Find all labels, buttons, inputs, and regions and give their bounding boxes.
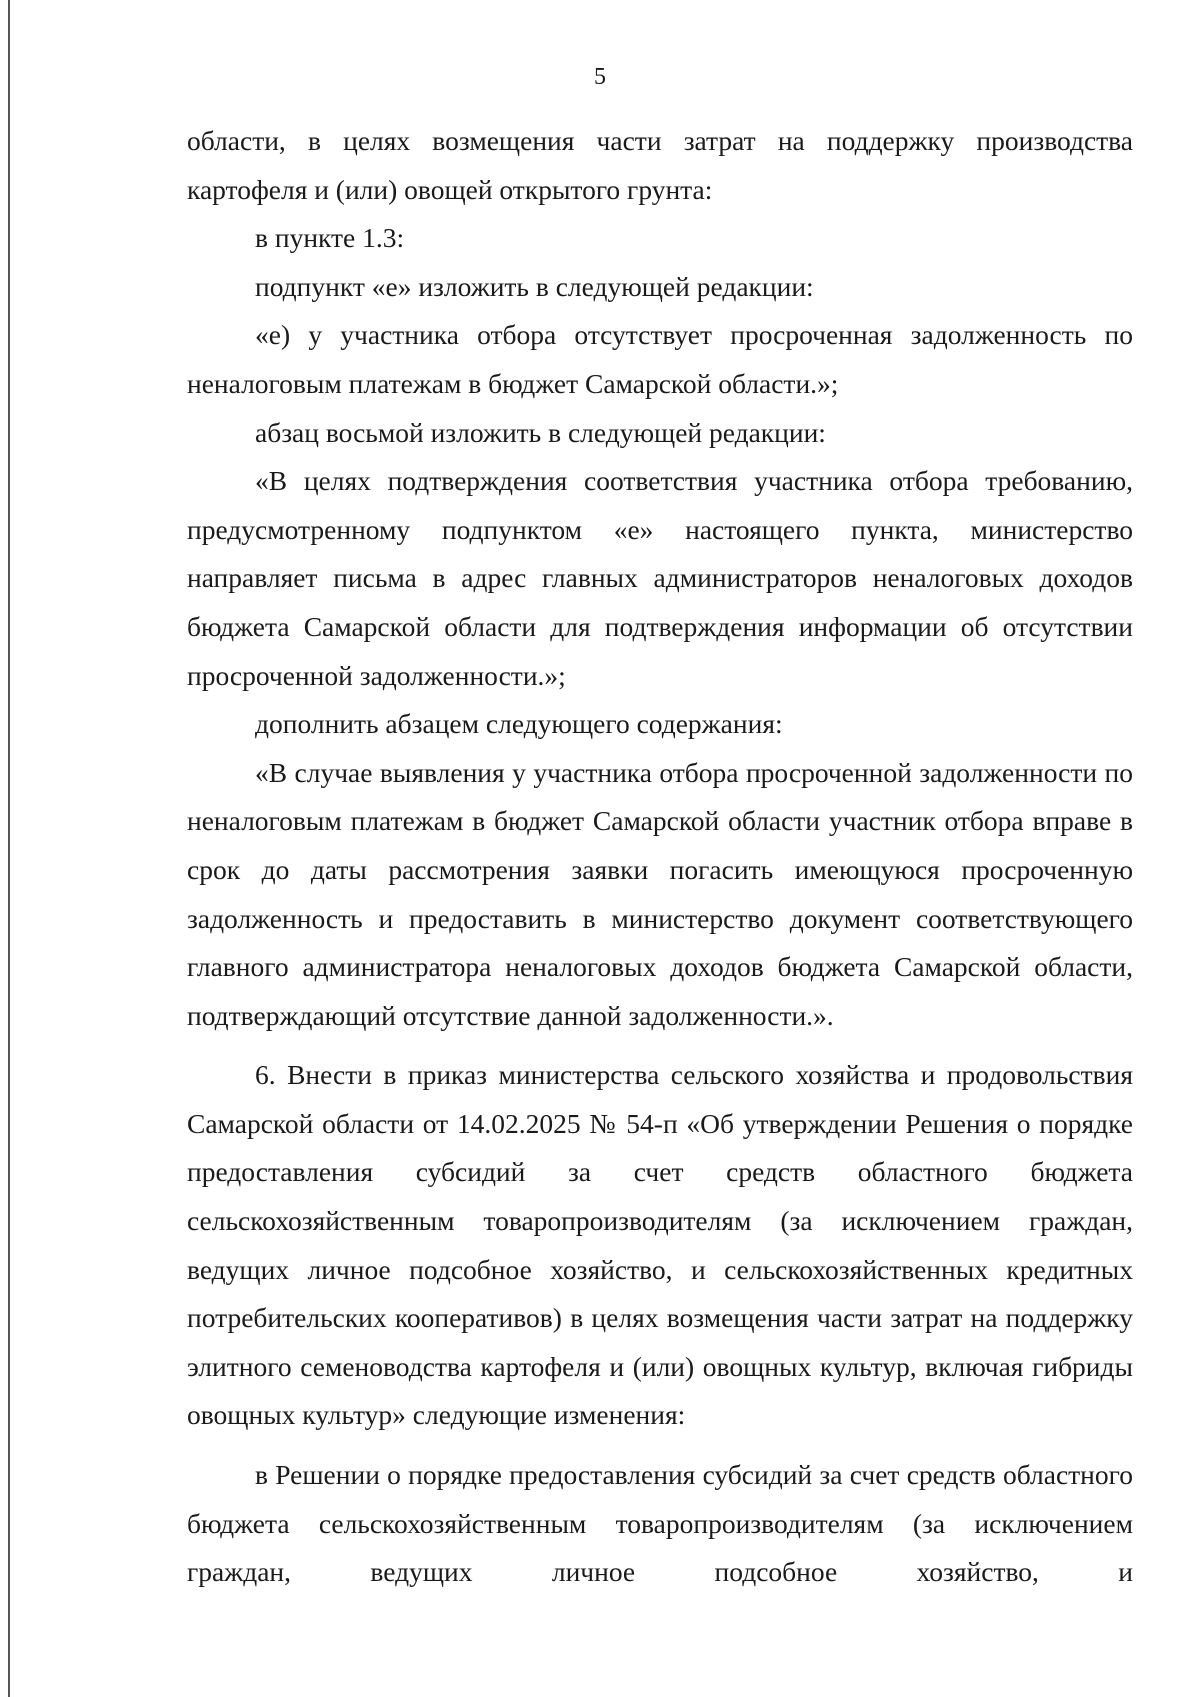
paragraph-item-1-3: в пункте 1.3:	[255, 222, 405, 254]
paragraph-eighth-heading: абзац восьмой изложить в следующей редакции:	[255, 416, 826, 448]
paragraph-subitem-e-text: «е) у участника отбора отсутствует просроченная задолженность по неналоговым платежам в бюджет Самарской области.»;	[187, 319, 1133, 399]
page-number: 5	[594, 64, 606, 90]
paragraph-eighth-text: «В целях подтверждения соответствия участника отбора требованию, предусмотренному подпунктом «е» настоящего пункта, министерство направляет письма в адрес главных администраторов неналоговых доходов бюджета Самарской области для подтверждения информации об отсутствии просроченной задолженности.»;	[187, 465, 1133, 691]
paragraph-addition-text: «В случае выявления у участника отбора просроченной задолженности по неналоговым платежам в бюджет Самарской области участник отбора вправе в срок до даты рассмотрения заявки погасить имеющуюся просроченную задолженность и предоставить в министерство документ соответствующего главного администратора неналоговых доходов бюджета Самарской области, подтверждающий отсутствие данной задолженности.».	[187, 756, 1133, 1031]
paragraph-addition-heading: дополнить абзацем следующего содержания:	[255, 708, 783, 740]
paragraph-continuation: области, в целях возмещения части затрат на поддержку производства картофеля и (или) овощей открытого грунта:	[187, 125, 1133, 205]
page-edge-line	[8, 0, 10, 1697]
document-body	[187, 117, 1133, 1597]
paragraph-decision-amendment: в Решении о порядке предоставления субсидий за счет средств областного бюджета сельскохозяйственным товаропроизводителям (за исключением граждан, ведущих личное подсобное хозяйство, и	[187, 1459, 1133, 1588]
paragraph-item-6: 6. Внести в приказ министерства сельского хозяйства и продовольствия Самарской области от 14.02.2025 № 54-п «Об утверждении Решения о порядке предоставления субсидий за счет средств областного бюджета сельскохозяйственным товаропроизводителям (за исключением граждан, ведущих личное подсобное хозяйство, и сельскохозяйственных кредитных потребительских кооперативов) в целях возмещения части затрат на поддержку элитного семеноводства картофеля и (или) овощных культур, включая гибриды овощных культур» следующие изменения:	[187, 1059, 1133, 1431]
paragraph-subitem-e-heading: подпункт «е» изложить в следующей редакции:	[255, 270, 814, 302]
